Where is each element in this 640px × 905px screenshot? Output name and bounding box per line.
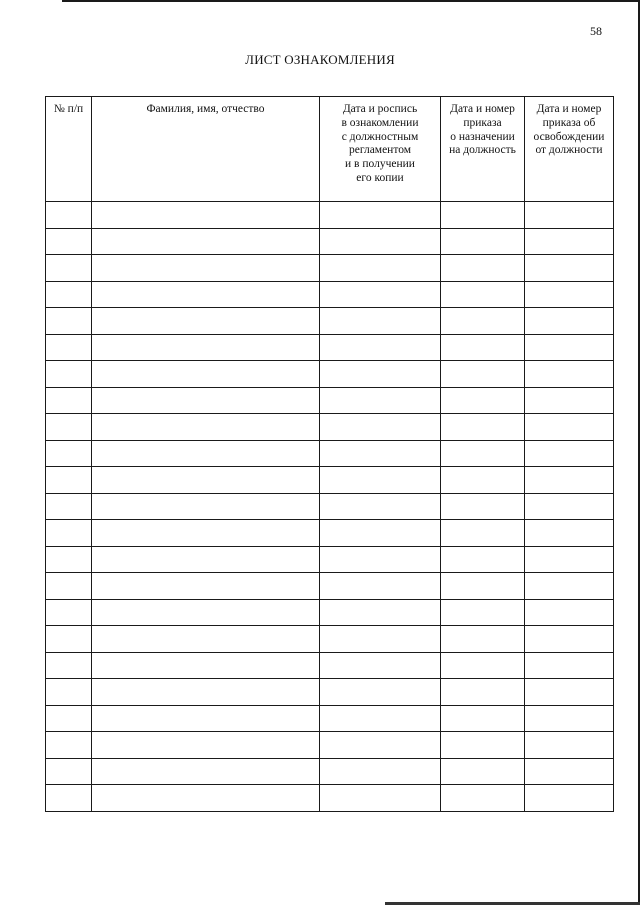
cell-dismissal-order xyxy=(525,599,614,626)
cell-signature-date xyxy=(320,573,441,600)
cell-number xyxy=(46,626,92,653)
cell-full-name xyxy=(92,573,320,600)
scan-edge-top xyxy=(62,0,640,2)
table-body xyxy=(46,202,614,812)
cell-dismissal-order xyxy=(525,626,614,653)
table-row xyxy=(46,785,614,812)
cell-appointment-order xyxy=(441,440,525,467)
cell-appointment-order xyxy=(441,493,525,520)
cell-dismissal-order xyxy=(525,546,614,573)
cell-number xyxy=(46,679,92,706)
cell-appointment-order xyxy=(441,520,525,547)
cell-signature-date xyxy=(320,281,441,308)
cell-dismissal-order xyxy=(525,361,614,388)
cell-signature-date xyxy=(320,652,441,679)
cell-signature-date xyxy=(320,440,441,467)
col-header-number: № п/п xyxy=(46,97,92,202)
cell-appointment-order xyxy=(441,652,525,679)
cell-signature-date xyxy=(320,308,441,335)
cell-signature-date xyxy=(320,414,441,441)
cell-appointment-order xyxy=(441,705,525,732)
col-header-full-name: Фамилия, имя, отчество xyxy=(92,97,320,202)
col-header-signature-date: Дата и роспись в ознакомлении с должностным регламентом и в получении его копии xyxy=(320,97,441,202)
cell-number xyxy=(46,599,92,626)
cell-full-name xyxy=(92,255,320,282)
cell-full-name xyxy=(92,308,320,335)
cell-appointment-order xyxy=(441,414,525,441)
cell-dismissal-order xyxy=(525,705,614,732)
cell-number xyxy=(46,228,92,255)
table-row xyxy=(46,387,614,414)
cell-signature-date xyxy=(320,546,441,573)
table-row xyxy=(46,361,614,388)
cell-full-name xyxy=(92,546,320,573)
cell-signature-date xyxy=(320,334,441,361)
cell-full-name xyxy=(92,732,320,759)
page-number: 58 xyxy=(590,24,602,38)
cell-number xyxy=(46,520,92,547)
cell-full-name xyxy=(92,520,320,547)
table-row xyxy=(46,202,614,229)
cell-appointment-order xyxy=(441,758,525,785)
table-row xyxy=(46,758,614,785)
cell-full-name xyxy=(92,440,320,467)
table-row xyxy=(46,255,614,282)
cell-dismissal-order xyxy=(525,732,614,759)
cell-dismissal-order xyxy=(525,467,614,494)
cell-signature-date xyxy=(320,361,441,388)
cell-number xyxy=(46,414,92,441)
cell-full-name xyxy=(92,387,320,414)
cell-full-name xyxy=(92,679,320,706)
cell-number xyxy=(46,732,92,759)
table-row xyxy=(46,334,614,361)
cell-number xyxy=(46,652,92,679)
cell-number xyxy=(46,546,92,573)
cell-appointment-order xyxy=(441,599,525,626)
cell-dismissal-order xyxy=(525,281,614,308)
cell-appointment-order xyxy=(441,228,525,255)
cell-full-name xyxy=(92,785,320,812)
acquaintance-table xyxy=(45,96,614,812)
cell-number xyxy=(46,758,92,785)
cell-appointment-order xyxy=(441,334,525,361)
table-row xyxy=(46,679,614,706)
table-row xyxy=(46,573,614,600)
cell-full-name xyxy=(92,705,320,732)
cell-number xyxy=(46,202,92,229)
cell-dismissal-order xyxy=(525,493,614,520)
cell-dismissal-order xyxy=(525,334,614,361)
table-row xyxy=(46,440,614,467)
cell-appointment-order xyxy=(441,308,525,335)
cell-signature-date xyxy=(320,387,441,414)
cell-appointment-order xyxy=(441,626,525,653)
cell-dismissal-order xyxy=(525,255,614,282)
cell-appointment-order xyxy=(441,467,525,494)
cell-full-name xyxy=(92,626,320,653)
cell-appointment-order xyxy=(441,785,525,812)
cell-full-name xyxy=(92,281,320,308)
cell-dismissal-order xyxy=(525,308,614,335)
table-row xyxy=(46,414,614,441)
cell-number xyxy=(46,440,92,467)
cell-number xyxy=(46,785,92,812)
cell-full-name xyxy=(92,228,320,255)
cell-number xyxy=(46,705,92,732)
cell-appointment-order xyxy=(441,361,525,388)
cell-dismissal-order xyxy=(525,679,614,706)
cell-number xyxy=(46,281,92,308)
cell-dismissal-order xyxy=(525,652,614,679)
cell-signature-date xyxy=(320,202,441,229)
cell-full-name xyxy=(92,202,320,229)
cell-number xyxy=(46,467,92,494)
cell-dismissal-order xyxy=(525,202,614,229)
document-title: ЛИСТ ОЗНАКОМЛЕНИЯ xyxy=(245,52,395,67)
cell-full-name xyxy=(92,467,320,494)
cell-signature-date xyxy=(320,626,441,653)
table-row xyxy=(46,493,614,520)
cell-appointment-order xyxy=(441,255,525,282)
table-row xyxy=(46,732,614,759)
table-row xyxy=(46,308,614,335)
cell-signature-date xyxy=(320,255,441,282)
cell-appointment-order xyxy=(441,202,525,229)
table-row xyxy=(46,599,614,626)
cell-appointment-order xyxy=(441,546,525,573)
cell-signature-date xyxy=(320,467,441,494)
cell-appointment-order xyxy=(441,281,525,308)
cell-dismissal-order xyxy=(525,520,614,547)
cell-signature-date xyxy=(320,679,441,706)
cell-dismissal-order xyxy=(525,758,614,785)
cell-signature-date xyxy=(320,785,441,812)
table-row xyxy=(46,520,614,547)
table-row xyxy=(46,467,614,494)
cell-signature-date xyxy=(320,228,441,255)
cell-number xyxy=(46,308,92,335)
cell-full-name xyxy=(92,652,320,679)
cell-number xyxy=(46,493,92,520)
cell-number xyxy=(46,255,92,282)
table-row xyxy=(46,626,614,653)
cell-full-name xyxy=(92,493,320,520)
table-row xyxy=(46,705,614,732)
col-header-appointment-order: Дата и номер приказа о назначении на должность xyxy=(441,97,525,202)
table-row xyxy=(46,546,614,573)
cell-appointment-order xyxy=(441,679,525,706)
cell-dismissal-order xyxy=(525,414,614,441)
header-row xyxy=(46,97,614,202)
cell-signature-date xyxy=(320,520,441,547)
cell-dismissal-order xyxy=(525,387,614,414)
cell-number xyxy=(46,361,92,388)
cell-signature-date xyxy=(320,732,441,759)
cell-signature-date xyxy=(320,493,441,520)
cell-number xyxy=(46,387,92,414)
cell-appointment-order xyxy=(441,573,525,600)
cell-full-name xyxy=(92,414,320,441)
cell-full-name xyxy=(92,599,320,626)
table-row xyxy=(46,228,614,255)
cell-appointment-order xyxy=(441,732,525,759)
cell-full-name xyxy=(92,758,320,785)
cell-signature-date xyxy=(320,758,441,785)
cell-full-name xyxy=(92,334,320,361)
cell-dismissal-order xyxy=(525,785,614,812)
cell-number xyxy=(46,573,92,600)
table-row xyxy=(46,652,614,679)
cell-dismissal-order xyxy=(525,228,614,255)
col-header-dismissal-order: Дата и номер приказа об освобождении от должности xyxy=(525,97,614,202)
cell-dismissal-order xyxy=(525,573,614,600)
cell-signature-date xyxy=(320,599,441,626)
cell-number xyxy=(46,334,92,361)
cell-dismissal-order xyxy=(525,440,614,467)
table-row xyxy=(46,281,614,308)
cell-signature-date xyxy=(320,705,441,732)
cell-full-name xyxy=(92,361,320,388)
cell-appointment-order xyxy=(441,387,525,414)
